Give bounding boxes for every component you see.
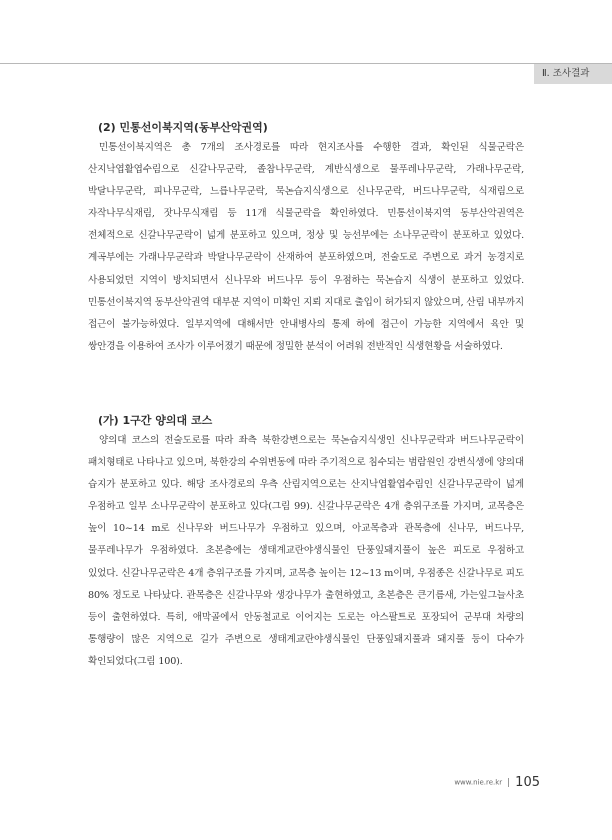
footer-divider xyxy=(508,778,509,787)
body-paragraph-course-1: 양의대 코스의 전술도로를 따라 좌측 북한강변으로는 묵논습지식생인 신나무군락과 버드나무군락이 패치형태로 나타나고 있으며, 북한강의 수위변동에 따라 주기적으로 침수되는 범람원인 강변식생에 양의대 습지가 분포하고 있다. 해당 조사경로의 우측 산림지역으로는 산지낙엽활엽수림인 신갈나무군락이 넓게 우점하고 일부 소나무군락이 분포하고 있다(그림 99). 신갈나무군락은 4개 층위구조를 가지며, 교목층은 높이 10~14 m로 신나무와 버드나무가 우점하고 있으며, 아교목층과 관목층에 신나무, 버드나무, 물푸레나무가 우점하였다. 초본층에는 생태계교란야생식물인 단풍잎돼지풀이 높은 피도로 우점하고 있었다. 신갈나무군락은 4개 층위구조를 가지며, 교목층 높이는 12~13 m이며, 우점종은 신갈나무로 피도 80% 정도로 나타났다. 관목층은 신갈나무와 생강나무가 출현하였고, 초본층은 큰기름새, 가는잎그늘사초 등이 출현하였다. 특히, 애막골에서 안동철교로 이어지는 도로는 아스팔트로 포장되어 군부대 차량의 통행량이 많은 지역으로 길가 주변으로 생태계교란야생식물인 단풍잎돼지풀과 돼지풀 등이 다수가 확인되었다(그림 100). xyxy=(88,435,524,667)
section-heading-dmz-north: (2) 민통선이북지역(동부산악권역) xyxy=(98,121,268,134)
subsection-heading-course-1: (가) 1구간 양의대 코스 xyxy=(98,414,213,427)
chapter-header-label: Ⅱ. 조사결과 xyxy=(534,64,612,84)
page-number: 105 xyxy=(515,775,540,790)
header-rule xyxy=(0,63,612,64)
body-paragraph-dmz-north: 민통선이북지역은 총 7개의 조사경로를 따라 현지조사를 수행한 결과, 확인된 식물군락은 산지낙엽활엽수림으로 신갈나무군락, 졸참나무군락, 계반식생으로 물푸레나무군락, 가래나무군락, 박달나무군락, 피나무군락, 느릅나무군락, 묵논습지식생으로 신나무군락, 버드나무군락, 식재림으로 자작나무식재림, 잣나무식재림 등 11개 식물군락을 확인하였다. 민통선이북지역 동부산악권역은 전체적으로 신갈나무군락이 넓게 분포하고 있으며, 정상 및 능선부에는 소나무군락이 분포하고 있었다. 계곡부에는 가래나무군락과 박달나무군락이 산재하여 분포하였으며, 전술도로 주변으로 과거 농경지로 사용되었던 지역이 방치되면서 신나무와 버드나무 등이 우점하는 묵논습지 식생이 분포하고 있었다. 민통선이북지역 동부산악권역 대부분 지역이 미확인 지뢰 지대로 출입이 허가되지 않았으며, 산림 내부까지 접근이 불가능하였다. 일부지역에 대해서만 안내병사의 통제 하에 접근이 가능한 지역에서 육안 및 쌍안경을 이용하여 조사가 이루어졌기 때문에 정밀한 분석이 어려워 전반적인 식생현황을 서술하였다. xyxy=(88,142,524,352)
page-footer xyxy=(454,772,540,791)
footer-url: www.nie.re.kr xyxy=(454,778,503,787)
